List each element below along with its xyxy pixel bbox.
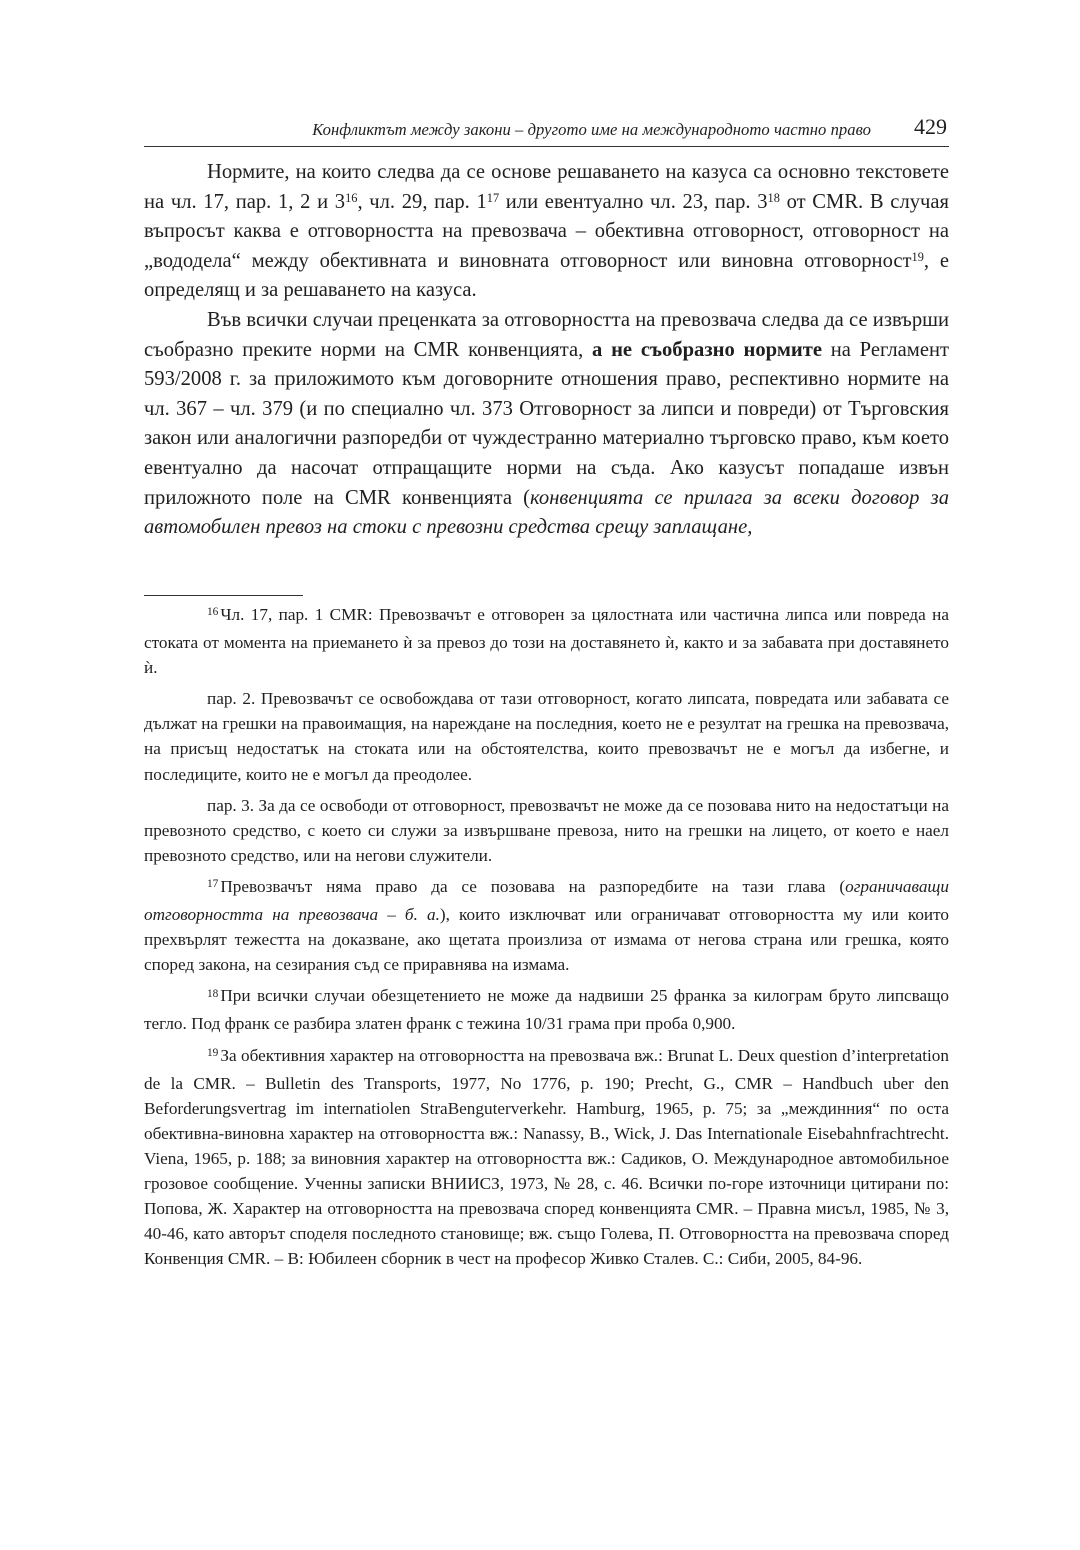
footnote-ref-16: 16 <box>345 191 358 206</box>
footnote-separator <box>144 595 303 596</box>
footnote-ref-17: 17 <box>486 191 500 206</box>
footnote-16 <box>144 602 949 680</box>
footnote-16-par2: пар. 2. Превозвачът се освобождава от тази отговорност, когато липсата, повредата или забавата се дължат на грешки на правоимащия, на нареждане на последния, което не е резултат на грешка на превозвача, на присъщ недостатък на стоката или на обстоятелства, които превозвачът не е могъл да избегне, и последиците, които не е могъл да преодолее. <box>144 689 949 784</box>
paragraph-2-text-b: на Регламент 593/2008 г. за приложимото към договорните отношения право, респективно нормите на чл. 367 – чл. 379 (и по специално чл. 373 Отговорност за липси и повреди) от Търговския закон или аналогични разпоредби от чуждестранно материално търговско право, към което евентуално да насочат отпращащите норми на съда. Ако казусът попадаше извън приложното поле на CMR конвенцията ( <box>144 338 949 509</box>
footnotes <box>144 602 949 1277</box>
page-number: 429 <box>914 114 947 139</box>
footnote-ref-19: 19 <box>911 250 924 265</box>
footnote-17-text-b: ), които изключват или ограничават отговорността му или които прехвърлят тежестта на доказване, ако щетата произлиза от измама от негова страна или грешка, която според закона, на сезирания съд се приравнява на измама. <box>144 905 949 975</box>
paragraph-1-text-e: , е определящ и за решаването на казуса. <box>144 249 949 302</box>
footnote-19-text: За обективния характер на отговорността на превозвача вж.: Brunat L. Deux question d’interpretation de la CMR. – Bulletin des Transports, 1977, No 1776, p. 190; Precht, G., CMR – Handbuch uber den Beforderungsvertrag im internatiolen StraBenguterverkehr. Hamburg, 1965, p. 75; за „междинния“ по оста обективна-виновна характер на отговорността вж.: Nanassy, B., Wick, J. Das Internationale Eisebahnfrachtrecht. Viena, 1965, p. 188; за виновния характер на отговорността вж.: Садиков, О. Международное автомобильное грозовое сообщение. Ученны записки ВНИИСЗ, 1973, № 28, с. 46. Всички по-горе източници цитирани по: Попова, Ж. Характер на отговорността на превозвача според конвенцията CMR. – Правна мисъл, 1985, № 3, 40-46, като авторът споделя последното становище; вж. също Голева, П. Отговорността на превозвача според Конвенция CMR. – В: Юбилеен сборник в чест на професор Живко Сталев. С.: Сиби, 2005, 84-96. <box>144 1045 949 1269</box>
paragraph-1-text-b: , чл. 29, пар. 1 <box>357 190 487 213</box>
footnote-17 <box>144 874 949 977</box>
footnote-18-text: При всички случаи обезщетението не може да надвиши 25 франка за килограм бруто липсващо тегло. Под франк се разбира златен франк с тежина 10/31 грама при проба 0,900. <box>144 986 949 1034</box>
running-header <box>144 112 949 147</box>
paragraph-1-text-a: Нормите, на които следва да се основе решаването на казуса са основно текстовете на чл. 17, пар. 1, 2 и 3 <box>144 161 949 213</box>
footnote-17-mark: 17 <box>207 878 219 891</box>
footnote-19-mark: 19 <box>207 1046 219 1059</box>
footnote-17-text-a: Превозвачът няма право да се позовава на разпоредбите на тази глава ( <box>220 876 846 896</box>
running-title: Конфликтът между закони – другото име на международното частно право <box>312 120 871 139</box>
main-text <box>144 158 949 543</box>
paragraph-1 <box>144 158 949 306</box>
footnote-16-par3: пар. 3. За да се освободи от отговорност, превозвачът не може да се позовава нито на недостатъци на превозното средство, с което си служи за извършване превоза, нито на грешки на лицето, от което е наел превозното средство, или на негови служители. <box>144 795 949 865</box>
paragraph-2-bold: а не съобразно нормите <box>592 338 822 361</box>
footnote-18-mark: 18 <box>207 987 219 1000</box>
paragraph-2-italic: конвенцията се прилага за всеки договор за автомобилен превоз на стоки с превозни средства срещу заплащане, <box>144 486 949 539</box>
footnote-19 <box>144 1043 949 1272</box>
paragraph-1-text-c: или евентуално чл. 23, пар. 3 <box>499 190 768 213</box>
footnote-17-italic: ограничаващи отговорността на превозвача – б. а. <box>144 876 949 925</box>
footnote-16-mark: 16 <box>207 606 219 619</box>
paragraph-1-text-d: от CMR. В случая въпросът каква е отговорността на превозвача – обективна отговорност, отговорност на „вододела“ между обективната и виновната отговорност или виновна отговорност <box>144 190 949 272</box>
paragraph-2 <box>144 306 949 543</box>
footnote-ref-18: 18 <box>767 191 780 206</box>
footnote-18 <box>144 983 949 1036</box>
footnote-16-text: Чл. 17, пар. 1 CMR: Превозвачът е отговорен за цялостната или частична липса или повреда на стоката от момента на приемането ѝ за превоз до този на доставянето ѝ, както и за забавата при доставянето ѝ. <box>144 605 949 678</box>
paragraph-2-text-a: Във всички случаи преценката за отговорността на превозвача следва да се извърши съобразно преките норми на CMR конвенцията, <box>144 308 949 361</box>
